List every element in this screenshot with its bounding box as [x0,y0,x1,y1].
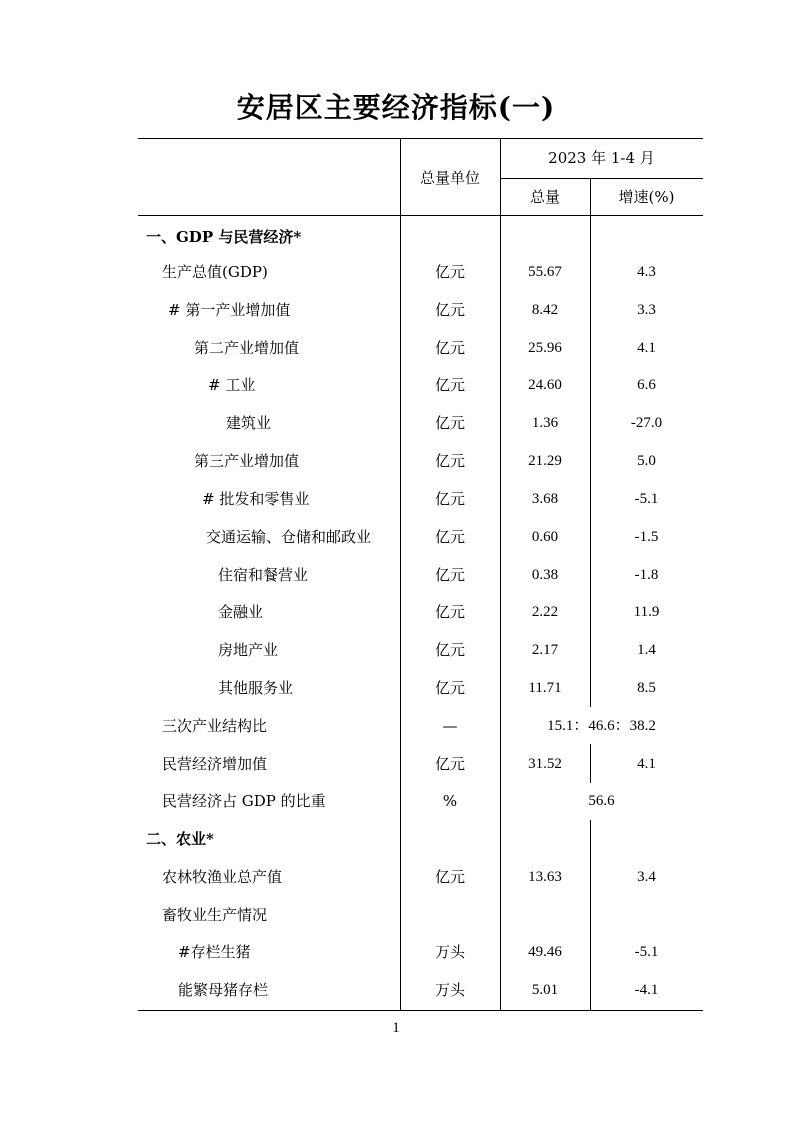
header-total: 总量 [529,188,560,206]
row-label: 第二产业增加值 [194,339,300,357]
row-label: # 工业 [208,376,256,394]
row-total: 11.71 [528,680,562,696]
row-merged-value: 15.1：46.6：38.2 [547,718,656,734]
row-total: 1.36 [531,415,559,431]
row-total: 49.46 [528,944,562,960]
row-label: 建筑业 [226,414,272,432]
row-label: #存栏生猪 [178,943,251,961]
row-unit: 亿元 [434,376,465,394]
row-unit: 万头 [434,981,465,999]
row-unit: 亿元 [434,452,465,470]
row-label: # 第一产业增加值 [168,301,291,319]
row-unit: — [442,717,458,735]
row-growth: 3.4 [637,869,656,885]
row-growth: -27.0 [630,415,663,431]
row-label: 金融业 [218,603,264,621]
row-total: 21.29 [528,453,562,469]
row-label: 民营经济增加值 [162,755,268,773]
row-total: 5.01 [531,982,559,998]
row-total: 13.63 [528,869,562,885]
row-unit: 亿元 [434,528,465,546]
row-total: 2.17 [531,642,559,658]
row-label: 畜牧业生产情况 [162,906,268,924]
row-growth: 4.1 [637,340,656,356]
period-divider [500,178,703,179]
row-total: 31.52 [528,756,562,772]
table-bottom-border [138,1010,703,1011]
row-unit: 亿元 [434,566,465,584]
row-label: 房地产业 [218,641,279,659]
row-total: 0.38 [531,567,559,583]
row-growth: 1.4 [637,642,656,658]
row-total: 25.96 [528,340,562,356]
row-unit: 亿元 [434,603,465,621]
row-unit: 亿元 [434,641,465,659]
row-total: 24.60 [528,377,562,393]
row-growth: -5.1 [634,491,659,507]
header-bottom-border [138,215,703,216]
row-unit: 亿元 [434,490,465,508]
header-growth: 增速(%) [618,188,675,206]
table-top-border [138,138,703,139]
row-unit: 亿元 [434,339,465,357]
row-label: 生产总值(GDP) [162,263,268,281]
row-total: 2.22 [531,604,559,620]
row-merged-value: 56.6 [588,793,615,809]
row-label: 民营经济占 GDP 的比重 [162,792,326,810]
row-label: 一、GDP 与民营经济* [146,228,302,246]
row-unit: 亿元 [434,755,465,773]
row-unit: 万头 [434,943,465,961]
row-total: 3.68 [531,491,559,507]
row-total: 0.60 [531,529,559,545]
row-label: 其他服务业 [218,679,294,697]
row-growth: -4.1 [634,982,659,998]
row-unit: 亿元 [434,868,465,886]
header-unit: 总量单位 [419,169,480,187]
row-growth: 11.9 [633,604,660,620]
row-growth: -5.1 [634,944,659,960]
row-growth: 3.3 [637,302,656,318]
row-unit: 亿元 [434,679,465,697]
row-total: 8.42 [531,302,559,318]
page-title: 安居区主要经济指标(一) [236,91,556,124]
row-unit: % [442,792,458,810]
row-label: 农林牧渔业总产值 [162,868,283,886]
row-growth: 5.0 [637,453,656,469]
growth-divider-segment [590,178,591,707]
row-label: 住宿和餐营业 [218,566,309,584]
row-label: 能繁母猪存栏 [178,981,269,999]
row-growth: 4.3 [637,264,656,280]
page-number: 1 [392,1020,400,1036]
row-unit: 亿元 [434,414,465,432]
row-unit: 亿元 [434,263,465,281]
row-label: 交通运输、仓储和邮政业 [206,528,372,546]
row-growth: -1.5 [634,529,659,545]
row-growth: 6.6 [637,377,656,393]
row-growth: 8.5 [637,680,656,696]
row-label: 二、农业* [146,830,214,848]
row-label: 三次产业结构比 [162,717,268,735]
row-total: 55.67 [528,264,562,280]
row-label: # 批发和零售业 [202,490,310,508]
row-growth: 4.1 [637,756,656,772]
row-growth: -1.8 [634,567,659,583]
row-label: 第三产业增加值 [194,452,300,470]
header-period: 2023 年 1-4 月 [548,149,655,167]
indicator-table [138,138,703,1011]
row-unit: 亿元 [434,301,465,319]
